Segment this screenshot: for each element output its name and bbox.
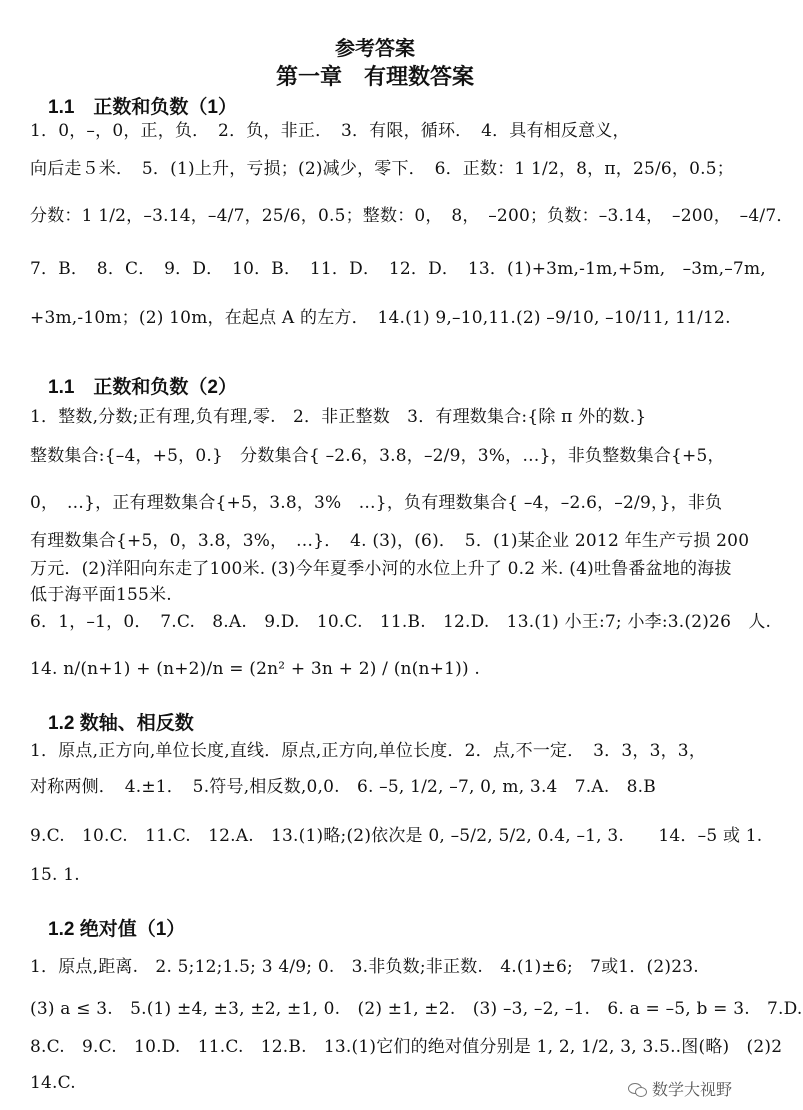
section-heading: 1.1 正数和负数（1） bbox=[48, 97, 237, 118]
wechat-icon bbox=[628, 1082, 646, 1096]
page-title: 参考答案 bbox=[335, 36, 415, 60]
section-heading: 1.2 绝对值（1） bbox=[48, 919, 186, 940]
answer-line: 整数集合:{–4，+5，0.} 分数集合{ –2.6，3.8，–2/9，3%，…}，非负整数集合{+5， bbox=[30, 446, 725, 466]
answer-line: 低于海平面155米. bbox=[30, 585, 172, 605]
answer-line: 9.C. 10.C. 11.C. 12.A. 13.(1)略;(2)依次是 0, –5/2, 5/2, 0.4, –1, 3. 14．–5 或 1. bbox=[30, 826, 763, 846]
answer-line: 1．0，–，0，正，负． 2．负，非正． 3．有限，循环． 4．具有相反意义， bbox=[30, 121, 630, 141]
answer-line: 14.C. bbox=[30, 1073, 76, 1093]
answer-line: 7．B． 8．C． 9．D． 10．B． 11．D． 12．D． 13．(1)+3m,-1m,+5m, –3m,–7m, bbox=[30, 259, 766, 279]
answer-line: 有理数集合{+5，0，3.8，3%， …}． 4. (3)，(6)． 5．(1)某企业 2012 年生产亏损 200 bbox=[30, 531, 750, 551]
answer-line: 1．原点,距离. 2. 5;12;1.5; 3 4/9; 0. 3.非负数;非正数. 4.(1)±6; 7或1．(2)23. bbox=[30, 957, 699, 977]
answer-line: (3) a ≤ 3. 5.(1) ±4, ±3, ±2, ±1, 0. (2) ±1, ±2. (3) –3, –2, –1. 6. a = –5, b = 3. 7.D. bbox=[30, 999, 803, 1019]
answer-line: 1．整数,分数;正有理,负有理,零. 2．非正整数 3．有理数集合:{除 π 外的数.} bbox=[30, 407, 647, 427]
answer-line: 14. n/(n+1) + (n+2)/n = (2n² + 3n + 2) / (n(n+1)) . bbox=[30, 659, 481, 679]
answer-line: 对称两侧． 4.±1． 5.符号,相反数,0,0. 6. –5, 1/2, –7, 0, m, 3.4 7.A. 8.B bbox=[30, 777, 656, 797]
watermark bbox=[628, 1077, 732, 1100]
answer-line: +3m,-10m；(2) 10m，在起点 A 的左方． 14.(1) 9,–10,11.(2) –9/10, –10/11, 11/12. bbox=[30, 308, 731, 328]
answer-line: 0， …}，正有理数集合{+5，3.8，3% …}，负有理数集合{ –4，–2.6，–2/9，}，非负 bbox=[30, 493, 723, 513]
answer-line: 1．原点,正方向,单位长度,直线．原点,正方向,单位长度．2．点,不一定． 3．3，3，3， bbox=[30, 741, 707, 761]
answer-line: 万元．(2)洋阳向东走了100米. (3)今年夏季小河的水位上升了 0.2 米. (4)吐鲁番盆地的海拔 bbox=[30, 559, 732, 579]
section-heading: 1.2 数轴、相反数 bbox=[48, 713, 194, 734]
answer-line: 向后走５米． 5．(1)上升，亏损；(2)减少，零下． 6．正数：1 1/2，8，π，25/6，0.5̇； bbox=[30, 159, 734, 179]
watermark-text: 数学大视野 bbox=[651, 1080, 732, 1099]
answer-line: 8.C. 9.C. 10.D. 11.C. 12.B. 13.(1)它们的绝对值分别是 1, 2, 1/2, 3, 3.5..图(略) (2)2 bbox=[30, 1037, 783, 1057]
chapter-title: 第一章 有理数答案 bbox=[275, 64, 474, 90]
section-heading: 1.1 正数和负数（2） bbox=[48, 377, 237, 398]
answer-line: 6．1，–1，0． 7.C. 8.A. 9.D. 10.C. 11.B. 12.D. 13.(1) 小王:7; 小李:3.(2)26 人. bbox=[30, 612, 772, 632]
answer-line: 15. 1. bbox=[30, 865, 80, 885]
answer-line: 分数：1 1/2，–3.14，–4/7，25/6，0.5̇；整数：0， 8， –200；负数：–3.14， –200， –4/7． bbox=[30, 206, 794, 226]
